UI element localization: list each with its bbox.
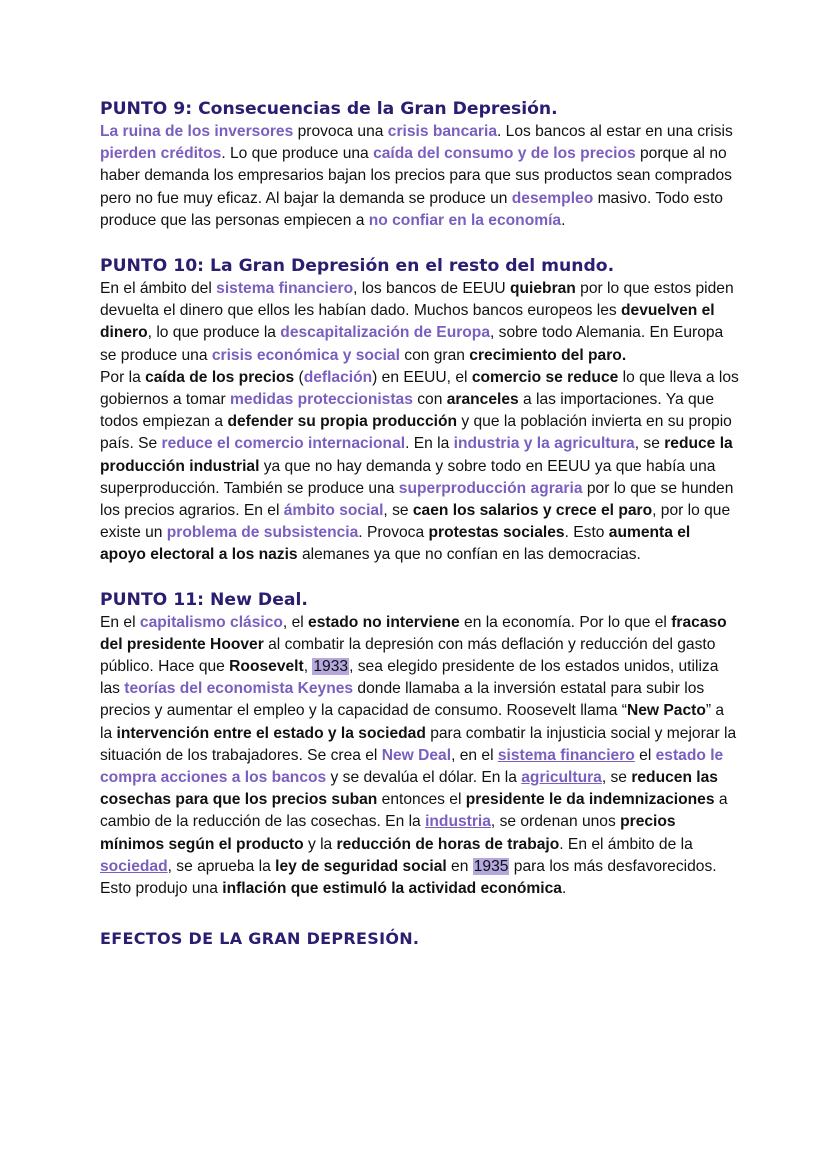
text-run: , el [282,613,309,631]
section-heading: PUNTO 9: Consecuencias de la Gran Depresión. [100,99,558,119]
text-run: , lo que produce la [147,324,281,342]
section-heading: PUNTO 11: New Deal. [100,589,308,610]
text-run: , [303,658,313,676]
text-run: ) en EEUU, el [372,368,472,386]
bold-text: estado no interviene [308,613,460,631]
text-run: Por la [100,368,146,386]
text-run: provoca una [293,123,388,140]
bold-text: reduce la producción industrial [100,435,733,475]
key-term: no confiar en la economía [368,211,562,229]
text-run: en la economía. Por lo que el [459,613,672,631]
text-run: por lo que estos piden devuelta el dinero que ellos les habían dado. Muchos bancos europeos les [100,280,734,320]
text-run: al combatir la depresión con más deflación y reducción del gasto público. Hace que [100,635,716,676]
key-term: crisis bancaria [387,123,497,140]
key-term: problema de subsistencia [166,524,359,542]
text-run: por lo que se hunden los precios agrarios. En el [100,479,734,520]
highlighted-year: 1935 [473,857,509,875]
text-run: en [446,857,473,875]
text-run: . En el ámbito de la [559,835,693,853]
text-run: En el [100,613,140,631]
key-term: New Deal [381,746,452,764]
bold-text: ley de seguridad social [275,857,447,875]
key-term: La ruina de los inversores [100,123,294,140]
text-run: y se devalúa el dólar. En la [326,769,522,787]
paragraph [100,612,740,878]
text-run: para combatir la injusticia social y mejorar la situación de los trabajadores. Se crea el [100,724,737,764]
text-run: y que la población invierta en su propio país. Se [100,413,732,453]
bold-text: aranceles [446,391,519,409]
bold-text: inflación que estimuló la actividad económica [222,880,562,898]
section-punto-10 [100,255,740,567]
key-term: industria y la agricultura [453,435,635,453]
text-run: , se aprueba la [167,857,276,875]
text-run: , se [383,502,413,520]
key-term: medidas proteccionistas [230,391,413,409]
text-run: donde llamaba a la inversión estatal para subir los precios y aumentar el empleo y la capacidad de consumo. Roosevelt llama “ [100,680,705,720]
text-run: y la [303,835,337,853]
text-run: , se [601,769,632,787]
key-term: deflación [303,368,373,386]
key-term: estado le compra acciones a los bancos [100,746,724,787]
text-run: porque al no haber demanda los empresarios bajan los precios para que sus productos sean comprados pero no fue muy eficaz. Al bajar la demanda se produce un [100,145,732,207]
text-run: , se ordenan unos [490,813,621,831]
text-run: En el ámbito del [100,280,217,298]
paragraph [100,121,740,232]
key-term: sistema financiero [216,280,354,298]
key-term: descapitalización de Europa [280,324,491,342]
key-term: caída del consumo y de los precios [373,145,636,163]
text-run: . En la [405,435,454,453]
text-run: a cambio de la reducción de las cosechas. En la [100,791,728,831]
text-run: ya que no hay demanda y sobre todo en EEUU ya que había una superproducción. También se produce una [100,457,716,497]
highlighted-year: 1933 [313,658,349,676]
bold-text: devuelven el dinero [100,302,715,342]
key-term: industria [425,813,491,831]
text-run: para los más desfavorecidos. [509,857,717,875]
text-run: . [561,880,567,898]
key-term: capitalismo clásico [139,613,283,631]
bold-text: quiebran [509,280,576,298]
effects-heading: EFECTOS DE LA GRAN DEPRESIÓN. [100,929,420,949]
text-run: masivo. Todo esto produce que las personas empiecen a [100,189,723,229]
text-run: . Provoca [358,524,429,542]
key-term: superproducción agraria [398,479,583,497]
key-term: desempleo [511,189,594,207]
bold-text: Roosevelt [229,658,304,676]
text-run: . Esto [564,524,609,542]
key-term: pierden créditos [100,145,222,163]
text-run: ( [294,368,304,386]
key-term: sociedad [100,857,168,875]
bold-text: precios mínimos según el producto [100,813,676,853]
bold-text: intervención entre el estado y la sociedad [116,724,426,742]
text-run: , se [634,435,665,453]
text-run: , por lo que existe un [100,502,731,542]
text-run: , en el [451,746,498,764]
section-heading: PUNTO 10: La Gran Depresión en el resto del mundo. [100,256,615,277]
bold-text: defender su propia producción [227,413,458,431]
text-run: ” a la [100,702,725,742]
text-run: con gran [399,346,470,364]
key-term: ámbito social [283,502,384,520]
section-punto-11 [100,589,740,901]
key-term: agricultura [521,769,602,787]
bold-text: presidente le da indemnizaciones [465,791,715,809]
bold-text: comercio se reduce [471,368,619,386]
text-run: , los bancos de EEUU [353,280,510,298]
bold-text: fracaso del presidente Hoover [100,613,727,653]
text-run: , sea elegido presidente de los estados unidos, utiliza las [100,658,719,698]
bold-text: reducen las cosechas para que los precios suban [100,769,718,809]
text-run: entonces el [377,791,466,809]
key-term: crisis económica y social [211,346,400,364]
text-run: a las importaciones. Ya que todos empiezan a [100,391,714,431]
section-punto-9 [100,98,740,232]
paragraph [100,367,740,567]
key-term: teorías del economista Keynes [124,680,354,698]
text-run: con [412,391,447,409]
text-run: alemanes ya que no confían en las democracias. [297,546,641,564]
paragraph [100,278,740,367]
document-body [100,98,740,950]
bold-text: New Pacto [627,702,706,720]
text-run: el [634,746,656,764]
text-run: . Los bancos al estar en una crisis [497,123,733,140]
paragraph [100,878,740,900]
bold-text: caen los salarios y crece el paro [412,502,653,520]
text-run: . Lo que produce una [221,145,374,163]
text-run: Esto produjo una [100,880,223,898]
bold-text: protestas sociales [428,524,565,542]
bold-text: caída de los precios [145,368,295,386]
bold-text: reducción de horas de trabajo [336,835,560,853]
key-term: reduce el comercio internacional [161,435,406,453]
bold-text: crecimiento del paro. [469,346,627,364]
text-run: . [561,211,566,229]
bold-text: aumenta el apoyo electoral a los nazis [100,524,691,564]
text-run: , sobre todo Alemania. En Europa se produce una [100,324,724,364]
text-run: lo que lleva a los gobiernos a tomar [100,368,739,409]
key-term: sistema financiero [497,746,635,764]
